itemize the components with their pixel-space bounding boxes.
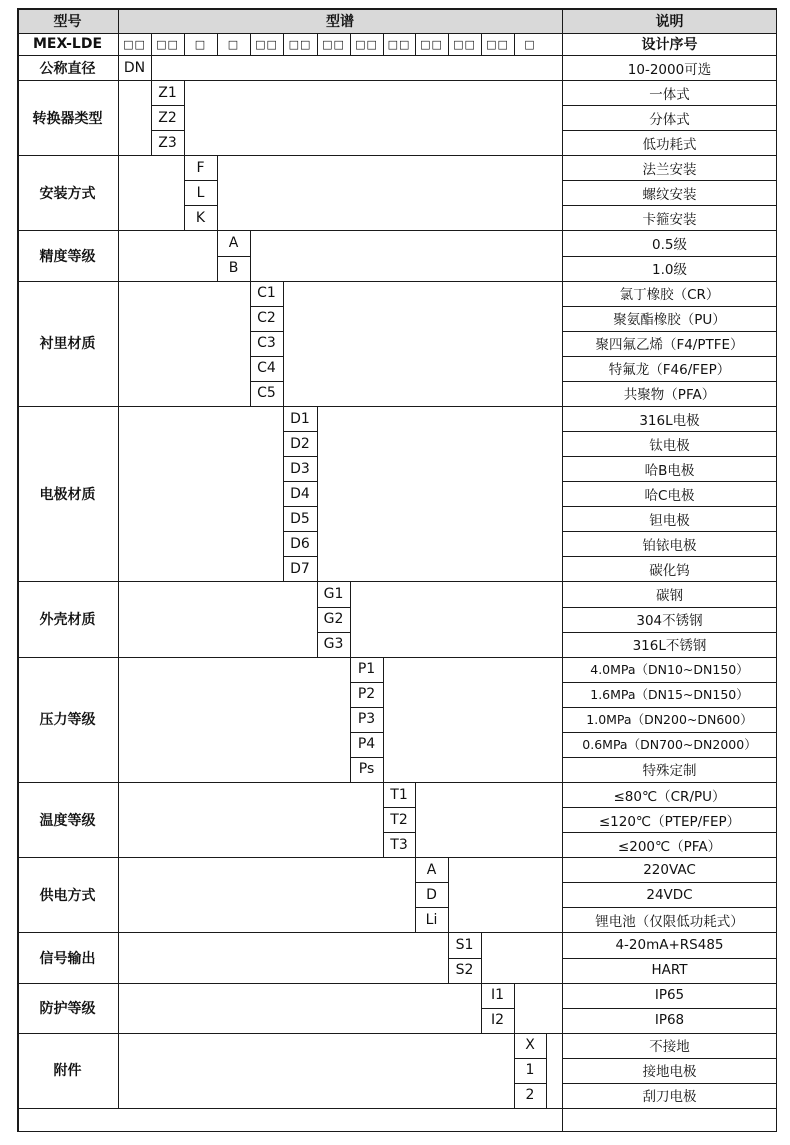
code-cell: S2 [455, 962, 474, 979]
description-cell: 卡箍安装 [642, 211, 697, 228]
group-name-cell: 安装方式 [39, 185, 96, 202]
group-name-divider [118, 80, 119, 155]
code-cell: D3 [290, 460, 310, 477]
code-cell: P1 [357, 661, 376, 678]
code-column-right [448, 857, 449, 932]
header-model-cell: 型号 [17, 8, 118, 33]
code-row-divider [217, 256, 250, 257]
slot-divider [383, 33, 384, 55]
code-cell: P4 [357, 736, 376, 753]
description-row-divider [562, 256, 777, 257]
description-cell: 共聚物（PFA） [623, 387, 716, 404]
code-column-left [283, 406, 284, 581]
description-cell: 1.0级 [652, 262, 687, 279]
group-name-divider [118, 932, 119, 982]
description-row-divider [562, 381, 777, 382]
description-cell: 316L不锈钢 [632, 638, 707, 655]
description-row-divider [562, 356, 777, 357]
description-cell: 一体式 [649, 86, 690, 103]
description-cell: IP65 [654, 987, 685, 1004]
slot-divider [184, 33, 185, 55]
description-cell: 钛电极 [649, 437, 690, 454]
description-row-divider [562, 431, 777, 432]
code-column-left [184, 155, 185, 230]
description-cell: 碳钢 [656, 588, 683, 604]
model-slot-placeholder: □□ [156, 37, 179, 51]
code-cell: I2 [490, 1012, 505, 1029]
model-slot-placeholder: □□ [288, 37, 312, 51]
description-row-divider [562, 1058, 777, 1059]
description-row-divider [562, 130, 777, 131]
slot-divider [350, 33, 351, 55]
model-slot-placeholder: □□ [322, 37, 345, 51]
code-column-right [514, 983, 515, 1033]
code-cell: P3 [357, 711, 376, 728]
description-row-divider [562, 632, 777, 633]
group-name-cell: 衬里材质 [39, 336, 96, 353]
code-row-divider [317, 632, 350, 633]
header-spectrum-cell: 型谱 [118, 8, 562, 33]
code-cell: D4 [290, 485, 310, 502]
group-name-cell: 信号输出 [39, 950, 96, 967]
code-cell: X [525, 1037, 535, 1054]
code-cell: C1 [257, 285, 276, 302]
description-row-divider [562, 732, 777, 733]
description-row-divider [562, 807, 777, 808]
code-cell: K [195, 209, 206, 226]
description-cell: 锂电池（仅限低功耗式） [595, 913, 744, 930]
code-column-right [383, 657, 384, 782]
slot-divider [217, 33, 218, 55]
header-bottom-line [17, 33, 777, 34]
model-name-cell: MEX-LDE [32, 36, 103, 52]
description-cell: 哈B电极 [644, 462, 695, 479]
group-name-cell: 外壳材质 [39, 612, 96, 629]
group-name-cell: 温度等级 [39, 812, 96, 829]
code-row-divider [350, 732, 383, 733]
code-cell: C3 [257, 335, 276, 352]
code-cell: G2 [323, 611, 344, 628]
description-row-divider [562, 556, 777, 557]
group-name-cell: 电极材质 [39, 486, 96, 503]
slot-divider [151, 33, 152, 55]
code-column-left [415, 857, 416, 932]
code-cell: D5 [290, 510, 310, 527]
code-row-divider [151, 105, 184, 106]
description-row-divider [562, 180, 777, 181]
code-cell: D7 [290, 560, 310, 577]
code-column-right [481, 932, 482, 982]
code-cell: Li [425, 911, 438, 928]
code-row-divider [415, 882, 448, 883]
code-row-divider [383, 832, 415, 833]
description-cell: 4-20mA+RS485 [615, 936, 724, 953]
code-row-divider [350, 682, 383, 683]
code-column-left [317, 581, 318, 656]
model-slot-placeholder: □□ [486, 37, 509, 51]
description-row-divider [562, 205, 777, 206]
description-cell: 氯丁橡胶（CR） [619, 287, 720, 304]
description-cell: ≤80℃（CR/PU） [613, 788, 726, 805]
code-cell: T1 [390, 786, 408, 803]
code-row-divider [415, 907, 448, 908]
code-column-right [350, 581, 351, 656]
code-cell: D [426, 886, 437, 903]
description-cell: 220VAC [643, 861, 696, 878]
code-cell: C4 [257, 360, 276, 377]
description-cell: 1.0MPa（DN200~DN600） [586, 712, 753, 728]
description-cell: 分体式 [649, 111, 690, 128]
slot-divider [448, 33, 449, 55]
code-column-left [514, 1033, 515, 1108]
code-row-divider [151, 130, 184, 131]
code-row-divider [283, 431, 317, 432]
code-cell: Z3 [158, 134, 177, 151]
code-row-divider [448, 958, 481, 959]
design-sequence-cell: 设计序号 [641, 37, 698, 53]
description-row-divider [562, 958, 777, 959]
code-row-divider [283, 506, 317, 507]
code-cell: B [228, 260, 239, 277]
code-column-right [283, 281, 284, 406]
code-row-divider [283, 556, 317, 557]
description-cell: 碳化钨 [649, 562, 690, 579]
code-cell: C2 [257, 310, 276, 327]
description-cell: 哈C电极 [644, 487, 695, 504]
code-cell: D6 [290, 535, 310, 552]
description-row-divider [562, 481, 777, 482]
code-column-right [151, 55, 152, 80]
model-slot-placeholder: □□ [355, 37, 378, 51]
group-name-cell: 压力等级 [39, 712, 96, 729]
group-name-divider [118, 406, 119, 581]
model-spectrum-table [17, 8, 777, 1132]
code-row-divider [283, 481, 317, 482]
code-row-divider [283, 531, 317, 532]
code-cell: L [196, 184, 205, 201]
group-name-cell: 附件 [53, 1063, 82, 1080]
group-bottom-line [17, 1108, 777, 1109]
description-row-divider [562, 506, 777, 507]
code-column-right [250, 230, 251, 280]
code-row-divider [514, 1058, 546, 1059]
code-cell: P2 [357, 686, 376, 703]
description-cell: 低功耗式 [642, 136, 697, 153]
description-row-divider [562, 105, 777, 106]
description-row-divider [562, 306, 777, 307]
code-row-divider [283, 456, 317, 457]
code-row-divider [184, 205, 217, 206]
code-cell: S1 [455, 936, 474, 953]
code-column-left [250, 281, 251, 406]
code-cell: D1 [290, 410, 310, 427]
description-cell: 螺纹安装 [642, 186, 697, 203]
code-row-divider [250, 356, 283, 357]
description-row-divider [562, 1008, 777, 1009]
group-name-cell: 精度等级 [39, 248, 96, 265]
code-row-divider [514, 1083, 546, 1084]
model-slot-placeholder: □ [227, 37, 240, 51]
header-description-cell: 说明 [562, 8, 777, 33]
model-slot-placeholder: □□ [420, 37, 443, 51]
description-cell: 0.5级 [652, 237, 687, 254]
model-slot-placeholder: □□ [387, 37, 411, 51]
description-cell: 刮刀电极 [642, 1089, 697, 1106]
description-row-divider [562, 707, 777, 708]
code-cell: Z1 [158, 84, 177, 101]
description-cell: 4.0MPa（DN10~DN150） [590, 662, 749, 678]
code-cell: Z2 [158, 109, 177, 126]
code-cell: D2 [290, 435, 310, 452]
code-column-right [546, 1033, 547, 1108]
description-cell: ≤200℃（PFA） [617, 838, 722, 855]
code-row-divider [383, 807, 415, 808]
description-row-divider [562, 1083, 777, 1084]
code-row-divider [250, 331, 283, 332]
code-cell: Ps [358, 761, 375, 778]
description-row-divider [562, 331, 777, 332]
description-row-divider [562, 832, 777, 833]
description-row-divider [562, 757, 777, 758]
group-name-divider [118, 857, 119, 932]
group-name-cell: 转换器类型 [32, 110, 103, 127]
code-row-divider [250, 306, 283, 307]
code-row-divider [350, 707, 383, 708]
description-cell: 特殊定制 [642, 763, 697, 780]
description-row-divider [562, 456, 777, 457]
group-name-divider [118, 155, 119, 230]
slot-divider [250, 33, 251, 55]
description-cell: 316L电极 [639, 412, 700, 429]
header-divider-left [118, 8, 119, 55]
model-slot-placeholder: □ [524, 37, 536, 51]
code-row-divider [184, 180, 217, 181]
description-cell: 铂铱电极 [642, 537, 697, 554]
code-cell: A [426, 861, 437, 878]
code-cell: G1 [323, 586, 344, 602]
description-cell: IP68 [654, 1012, 685, 1029]
code-column-right [217, 155, 218, 230]
description-cell: 1.6MPa（DN15~DN150） [590, 687, 749, 703]
description-row-divider [562, 907, 777, 908]
slot-divider [317, 33, 318, 55]
group-name-divider [118, 1033, 119, 1108]
group-name-divider [118, 983, 119, 1033]
description-cell: 0.6MPa（DN700~DN2000） [582, 737, 757, 753]
description-cell: 聚氨酯橡胶（PU） [613, 312, 726, 329]
table-border-bottom [17, 1131, 777, 1133]
description-cell: 不接地 [649, 1039, 690, 1056]
model-slot-placeholder: □□ [453, 37, 476, 51]
code-cell: 1 [525, 1062, 535, 1079]
code-cell: I1 [490, 987, 505, 1004]
group-name-divider [118, 281, 119, 406]
description-cell: 接地电极 [642, 1064, 697, 1081]
code-cell: F [196, 159, 205, 176]
model-slot-placeholder: □□ [255, 37, 278, 51]
description-cell: 24VDC [646, 886, 693, 903]
slot-divider [415, 33, 416, 55]
code-column-right [184, 80, 185, 155]
code-cell: A [228, 235, 239, 252]
code-column-left [383, 782, 384, 857]
group-name-cell: 公称直径 [39, 60, 96, 77]
model-slot-placeholder: □ [194, 37, 207, 51]
description-cell: 钽电极 [649, 512, 690, 529]
group-name-cell: 供电方式 [39, 887, 96, 904]
code-row-divider [250, 381, 283, 382]
group-name-divider [118, 657, 119, 782]
description-cell: 特氟龙（F46/FEP） [608, 362, 731, 379]
model-slot-placeholder: □□ [123, 37, 146, 51]
code-column-left [151, 80, 152, 155]
slot-divider [283, 33, 284, 55]
description-cell: HART [651, 962, 688, 979]
group-name-cell: 防护等级 [39, 1000, 96, 1017]
code-cell: 2 [525, 1087, 535, 1104]
code-column-right [317, 406, 318, 581]
code-cell: C5 [257, 385, 276, 402]
group-name-divider [118, 782, 119, 857]
description-cell: ≤120℃（PTEP/FEP） [598, 813, 741, 830]
code-cell: G3 [323, 636, 344, 653]
description-row-divider [562, 531, 777, 532]
description-cell: 法兰安装 [642, 161, 697, 178]
code-cell: T2 [390, 811, 408, 828]
group-name-divider [118, 581, 119, 656]
table-border-top [17, 8, 777, 10]
description-cell: 10-2000可选 [627, 61, 712, 78]
description-row-divider [562, 882, 777, 883]
description-row-divider [562, 607, 777, 608]
code-cell: T3 [390, 836, 408, 853]
description-row-divider [562, 682, 777, 683]
code-row-divider [350, 757, 383, 758]
slot-divider [514, 33, 515, 55]
code-column-left [350, 657, 351, 782]
code-column-right [415, 782, 416, 857]
code-row-divider [317, 607, 350, 608]
description-cell: 聚四氟乙烯（F4/PTFE） [595, 337, 744, 354]
description-cell: 304不锈钢 [636, 613, 703, 630]
code-row-divider [481, 1008, 514, 1009]
code-cell: DN [123, 59, 146, 76]
group-name-divider [118, 230, 119, 280]
slot-divider [481, 33, 482, 55]
